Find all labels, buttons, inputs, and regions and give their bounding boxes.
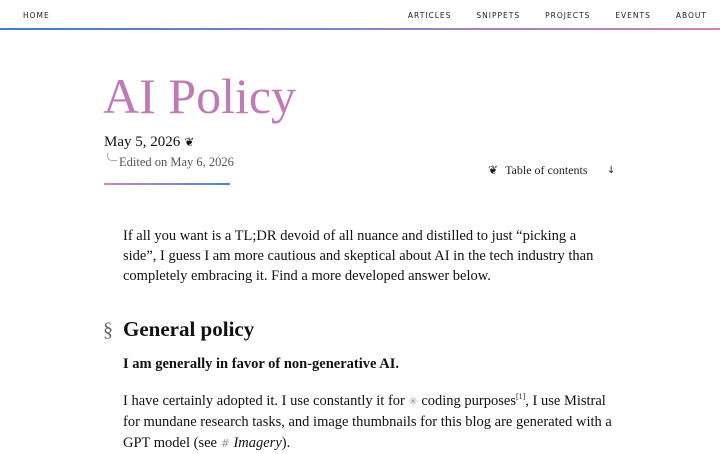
footnote-ref-link[interactable]: [1] bbox=[515, 392, 526, 401]
table-of-contents-toggle[interactable] bbox=[488, 163, 588, 178]
arrow-down-icon[interactable]: ↓ bbox=[607, 165, 616, 176]
hash-icon: # bbox=[220, 436, 230, 450]
header-gradient-rule bbox=[0, 28, 720, 30]
imagery-link[interactable]: Imagery bbox=[229, 434, 282, 451]
coding-purposes-link[interactable]: coding purposes bbox=[417, 392, 516, 409]
page-title: AI Policy bbox=[103, 68, 297, 124]
publish-date-text: May 5, 2026 bbox=[104, 134, 181, 150]
top-navigation bbox=[0, 0, 720, 28]
edited-date: Edited on May 6, 2026 bbox=[119, 155, 234, 169]
intro-paragraph: If all you want is a TL;DR devoid of all nuance and distilled to just “picking a side”, I guess I am more cautious and skeptical about AI in the tech industry than completely embracing it. Find a more developed answer below. bbox=[123, 228, 594, 284]
section-heading: General policy bbox=[123, 317, 255, 341]
paragraph-text: , I use Mistral for mundane research tasks, and image thumbnails for this blog are generated with a GPT model (see bbox=[123, 392, 612, 451]
fleuron-icon: ❦ bbox=[184, 135, 195, 149]
nav-home-link[interactable]: HOME bbox=[23, 11, 50, 20]
fleuron-icon: ❦ bbox=[488, 163, 499, 177]
nav-events-link[interactable]: EVENTS bbox=[615, 11, 651, 20]
section-paragraph bbox=[123, 386, 613, 454]
nav-links bbox=[408, 11, 707, 20]
paragraph-text: ). bbox=[281, 434, 291, 451]
section-lead: I am generally in favor of non-generative AI. bbox=[123, 356, 400, 372]
section-anchor-link[interactable]: § bbox=[103, 319, 113, 341]
nav-snippets-link[interactable]: SNIPPETS bbox=[476, 11, 521, 20]
paragraph-text: I have certainly adopted it. I use constantly it for bbox=[123, 392, 409, 409]
edited-connector-icon bbox=[107, 153, 117, 161]
nav-projects-link[interactable]: PROJECTS bbox=[545, 11, 591, 20]
nav-about-link[interactable]: ABOUT bbox=[675, 11, 707, 20]
publish-date bbox=[104, 134, 194, 151]
nav-articles-link[interactable]: ARTICLES bbox=[407, 11, 452, 20]
toc-label: Table of contents bbox=[505, 163, 588, 177]
meta-divider bbox=[104, 183, 230, 185]
asterisk-icon: ✳ bbox=[408, 394, 418, 408]
